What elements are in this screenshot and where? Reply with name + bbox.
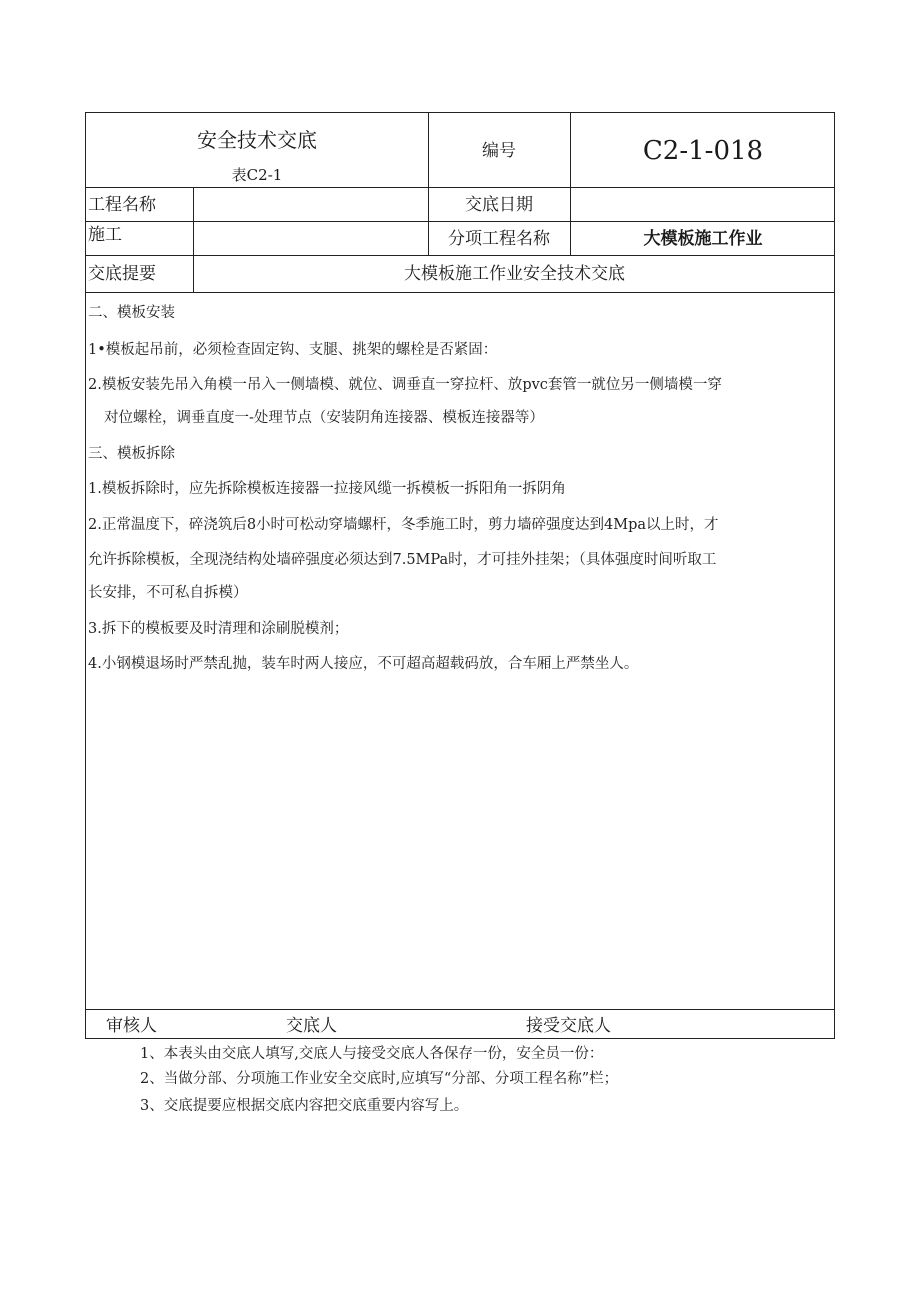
form-code: 表C2-1	[231, 166, 283, 184]
content-line: 2.模板安装先吊入角模一吊入一侧墙模、就位、调垂直一穿拉杆、放pvc套管一就位另一侧墙模一穿	[88, 377, 722, 393]
content-line: 长安排，不可私自拆模）	[88, 585, 248, 601]
row-divider	[86, 221, 834, 222]
project-name-label: 工程名称	[88, 195, 156, 215]
content-line: 允许拆除模板，全现浇结构处墙碎强度必须达到7.5MPa时，才可挂外挂架；（具体强度时间听取工	[88, 552, 717, 568]
row-divider	[86, 187, 834, 188]
content-line: 1•模板起吊前，必须检查固定钩、支腿、挑架的螺栓是否紧固：	[88, 342, 498, 358]
reviewer-label: 审核人	[106, 1016, 157, 1036]
sub-project-value: 大模板施工作业	[643, 229, 763, 249]
row-divider	[86, 255, 834, 256]
content-line: 1.模板拆除时，应先拆除模板连接器一拉接风缆一拆模板一拆阳角一拆阴角	[88, 481, 566, 497]
safety-disclosure-form	[85, 112, 835, 1039]
note-item: 1、本表头由交底人填写,交底人与接受交底人各保存一份，安全员一份：	[140, 1046, 604, 1062]
construction-label: 施工	[88, 225, 122, 245]
row-divider	[86, 292, 834, 293]
note-item: 3、交底提要应根据交底内容把交底重要内容写上。	[140, 1098, 469, 1114]
receiver-label: 接受交底人	[526, 1016, 611, 1036]
note-item: 2、当做分部、分项施工作业安全交底时,应填写“分部、分项工程名称”栏；	[140, 1071, 619, 1087]
content-line: 4.小钢模退场时严禁乱抛，装车时两人接应，不可超高超载码放，合车厢上严禁坐人。	[88, 656, 639, 672]
row-divider	[86, 1009, 834, 1010]
discloser-label: 交底人	[286, 1016, 337, 1036]
content-line: 对位螺栓，调垂直度一-处理节点（安装阴角连接器、模板连接器等）	[104, 410, 544, 426]
summary-value: 大模板施工作业安全技术交底	[404, 264, 625, 284]
summary-label: 交底提要	[88, 264, 156, 284]
form-title: 安全技术交底	[197, 128, 317, 152]
number-value: C2-1-018	[642, 136, 764, 166]
content-line: 2.正常温度下，碎浇筑后8小时可松动穿墙螺杆，冬季施工时，剪力墙碎强度达到4Mpa以上时，才	[88, 517, 719, 533]
date-label: 交底日期	[465, 195, 533, 215]
content-line: 3.拆下的模板要及时清理和涂刷脱模剂；	[88, 621, 349, 637]
section-heading: 二、模板安装	[88, 305, 175, 321]
sub-project-label: 分项工程名称	[448, 229, 550, 249]
number-label: 编号	[482, 141, 516, 161]
section-heading: 三、模板拆除	[88, 446, 175, 462]
